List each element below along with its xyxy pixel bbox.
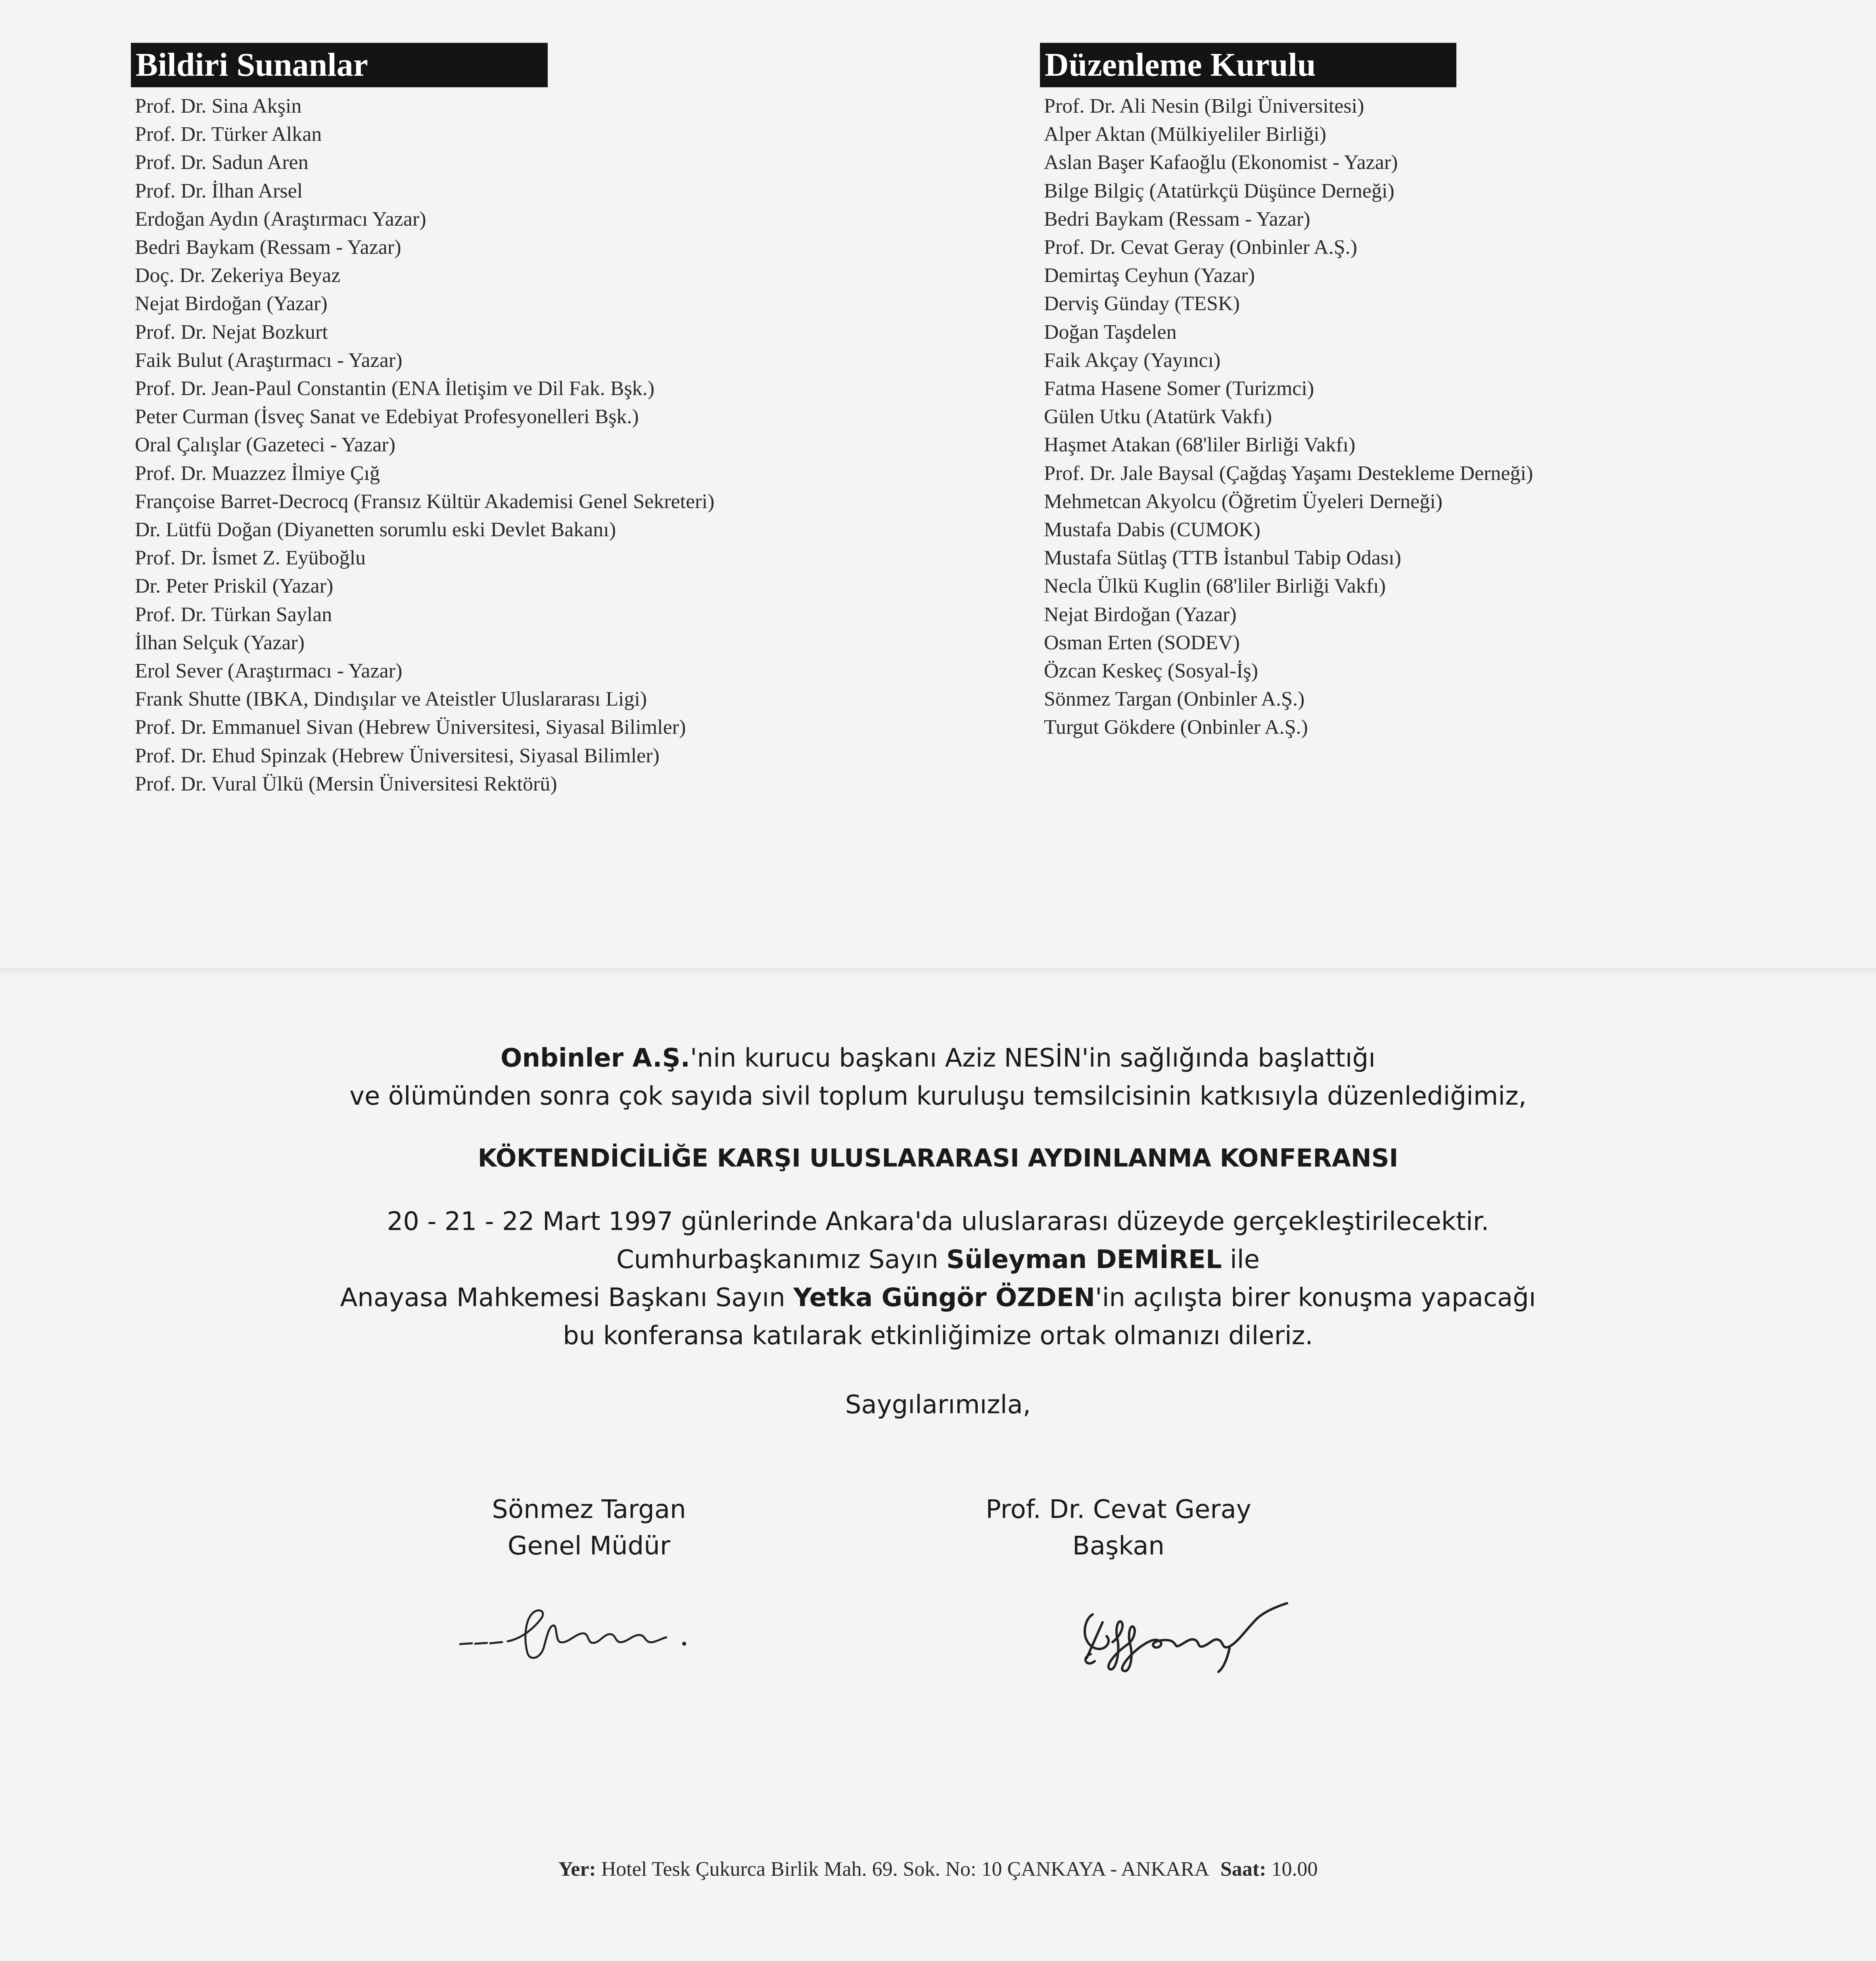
invitation-line-4 [0, 1241, 1876, 1279]
committee-member-entry: Osman Erten (SODEV) [1044, 631, 1240, 654]
speaker-entry: Doç. Dr. Zekeriya Beyaz [135, 264, 341, 287]
committee-member-entry: Prof. Dr. Cevat Geray (Onbinler A.Ş.) [1044, 236, 1357, 259]
speaker-entry: Nejat Birdoğan (Yazar) [135, 292, 328, 315]
committee-list [1040, 92, 1533, 742]
venue-line [0, 1855, 1876, 1883]
speaker-entry: Bedri Baykam (Ressam - Yazar) [135, 236, 401, 259]
speaker-entry: Prof. Dr. Sadun Aren [135, 151, 309, 174]
committee-member-entry: Mehmetcan Akyolcu (Öğretim Üyeleri Derneği) [1044, 490, 1442, 513]
committee-member-entry: Sönmez Targan (Onbinler A.Ş.) [1044, 688, 1305, 711]
founder-name: NESİN [1004, 1044, 1082, 1073]
invitation-line-5-end: 'in açılışta birer konuşma yapacağı [1095, 1283, 1536, 1312]
date-line: 20 - 21 - 22 Mart 1997 günlerinde Ankara'da uluslararası düzeyde gerçekleştirilecektir. [387, 1207, 1489, 1236]
invitation-line-1-mid: 'nin kurucu başkanı Aziz [690, 1044, 1004, 1073]
signatory-left [351, 1491, 827, 1564]
speaker-entry: Prof. Dr. Jean-Paul Constantin (ENA İletişim ve Dil Fak. Bşk.) [135, 377, 655, 400]
speaker-entry: Prof. Dr. Emmanuel Sivan (Hebrew Üniversitesi, Siyasal Bilimler) [135, 716, 686, 739]
committee-member-entry: Aslan Başer Kafaoğlu (Ekonomist - Yazar) [1044, 151, 1398, 174]
speaker-entry: Dr. Peter Priskil (Yazar) [135, 575, 334, 598]
invitation-line-2: ve ölümünden sonra çok sayıda sivil toplum kuruluşu temsilcisinin katkısıyla düzenlediğimiz, [349, 1082, 1527, 1111]
speaker-entry: Prof. Dr. Muazzez İlmiye Çığ [135, 462, 380, 485]
venue-time-label: Saat: [1220, 1858, 1266, 1880]
committee-member-entry: Gülen Utku (Atatürk Vakfı) [1044, 405, 1272, 428]
speakers-heading: Bildiri Sunanlar [131, 43, 548, 87]
speaker-entry: Prof. Dr. Nejat Bozkurt [135, 320, 328, 343]
signature-right [1071, 1598, 1293, 1678]
speaker-entry: Dr. Lütfü Doğan (Diyanetten sorumlu eski Devlet Bakanı) [135, 518, 616, 541]
committee-column [1040, 43, 1533, 742]
speakers-column [131, 43, 714, 798]
committee-member-entry: Fatma Hasene Somer (Turizmci) [1044, 377, 1314, 400]
committee-member-entry: Mustafa Dabis (CUMOK) [1044, 518, 1260, 541]
speaker-entry: Peter Curman (İsveç Sanat ve Edebiyat Profesyonelleri Bşk.) [135, 405, 639, 428]
closing-salutation: Saygılarımızla, [845, 1390, 1031, 1420]
speaker-entry: Prof. Dr. Türkan Saylan [135, 603, 332, 626]
committee-member-entry: Doğan Taşdelen [1044, 320, 1177, 343]
invitation-line-1 [0, 1039, 1876, 1077]
president-name: Süleyman DEMİREL [946, 1245, 1222, 1274]
speaker-entry: Erdoğan Aydın (Araştırmacı Yazar) [135, 207, 426, 230]
invitation-line-5-start: Anayasa Mahkemesi Başkanı Sayın [340, 1283, 794, 1312]
invitation-line-1-end: 'in sağlığında başlattığı [1082, 1044, 1375, 1073]
signatory-title: Genel Müdür [507, 1531, 671, 1561]
venue-time: 10.00 [1271, 1858, 1318, 1880]
invitation-line-6: bu konferansa katılarak etkinliğimize ortak olmanızı dileriz. [563, 1321, 1313, 1351]
committee-member-entry: Bilge Bilgiç (Atatürkçü Düşünce Derneği) [1044, 179, 1395, 202]
committee-member-entry: Prof. Dr. Ali Nesin (Bilgi Üniversitesi) [1044, 95, 1364, 117]
page-fold [0, 968, 1876, 977]
signatory-right [880, 1491, 1356, 1564]
committee-member-entry: Alper Aktan (Mülkiyeliler Birliği) [1044, 123, 1326, 146]
venue-place: Hotel Tesk Çukurca Birlik Mah. 69. Sok. No: 10 ÇANKAYA - ANKARA [601, 1858, 1209, 1880]
signatory-name: Prof. Dr. Cevat Geray [986, 1495, 1251, 1524]
venue-place-label: Yer: [558, 1858, 596, 1880]
speaker-entry: Oral Çalışlar (Gazeteci - Yazar) [135, 434, 395, 457]
signatory-title: Başkan [1072, 1531, 1165, 1561]
org-name: Onbinler A.Ş. [501, 1044, 690, 1073]
speaker-entry: Prof. Dr. Sina Akşin [135, 95, 302, 117]
committee-member-entry: Özcan Keskeç (Sosyal-İş) [1044, 660, 1258, 683]
invitation-line-4-end: ile [1222, 1245, 1260, 1274]
speaker-entry: Faik Bulut (Araştırmacı - Yazar) [135, 349, 403, 372]
committee-member-entry: Faik Akçay (Yayıncı) [1044, 349, 1221, 372]
signatory-name: Sönmez Targan [492, 1495, 686, 1524]
speaker-entry: İlhan Selçuk (Yazar) [135, 631, 305, 654]
committee-member-entry: Turgut Gökdere (Onbinler A.Ş.) [1044, 716, 1308, 739]
speaker-entry: Frank Shutte (IBKA, Dindışılar ve Ateistler Uluslararası Ligi) [135, 688, 647, 711]
speakers-list [131, 92, 714, 798]
committee-heading: Düzenleme Kurulu [1040, 43, 1456, 87]
signature-left [456, 1602, 710, 1662]
committee-member-entry: Derviş Günday (TESK) [1044, 292, 1240, 315]
invitation-text [0, 1039, 1876, 1424]
invitation-line-5 [0, 1279, 1876, 1317]
speaker-entry: Prof. Dr. Vural Ülkü (Mersin Üniversitesi Rektörü) [135, 772, 557, 795]
invitation-line-4-start: Cumhurbaşkanımız Sayın [616, 1245, 947, 1274]
committee-member-entry: Bedri Baykam (Ressam - Yazar) [1044, 207, 1310, 230]
speaker-entry: Prof. Dr. Türker Alkan [135, 123, 322, 146]
committee-member-entry: Mustafa Sütlaş (TTB İstanbul Tabip Odası) [1044, 547, 1401, 570]
committee-member-entry: Nejat Birdoğan (Yazar) [1044, 603, 1237, 626]
date-block [0, 1203, 1876, 1355]
committee-member-entry: Haşmet Atakan (68'liler Birliği Vakfı) [1044, 434, 1356, 457]
conference-title: KÖKTENDİCİLİĞE KARŞI ULUSLARARASI AYDINLANMA KONFERANSI [478, 1144, 1398, 1172]
court-president-name: Yetka Güngör ÖZDEN [793, 1283, 1095, 1312]
speaker-entry: Prof. Dr. İsmet Z. Eyüboğlu [135, 547, 366, 570]
speaker-entry: Prof. Dr. Ehud Spinzak (Hebrew Üniversitesi, Siyasal Bilimler) [135, 744, 660, 767]
committee-member-entry: Demirtaş Ceyhun (Yazar) [1044, 264, 1255, 287]
speaker-entry: Françoise Barret-Decrocq (Fransız Kültür Akademisi Genel Sekreteri) [135, 490, 715, 513]
committee-member-entry: Prof. Dr. Jale Baysal (Çağdaş Yaşamı Destekleme Derneği) [1044, 462, 1533, 485]
speaker-entry: Erol Sever (Araştırmacı - Yazar) [135, 660, 403, 683]
speaker-entry: Prof. Dr. İlhan Arsel [135, 179, 303, 202]
committee-member-entry: Necla Ülkü Kuglin (68'liler Birliği Vakfı) [1044, 575, 1386, 598]
